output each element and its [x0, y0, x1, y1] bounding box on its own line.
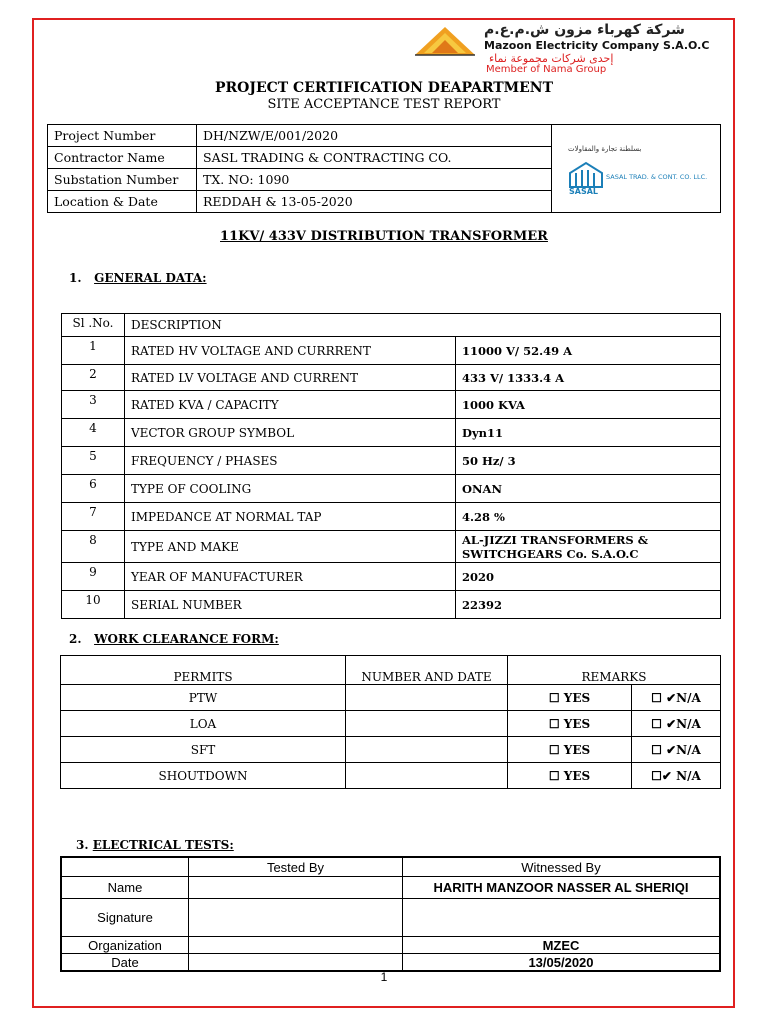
row-number: 4 [62, 419, 125, 447]
info-value: TX. NO: 1090 [197, 169, 552, 191]
witnessed-by-value[interactable]: MZEC [403, 937, 721, 954]
section3-title: ELECTRICAL TESTS: [92, 838, 234, 852]
info-label: Contractor Name [48, 147, 197, 169]
report-title: SITE ACCEPTANCE TEST REPORT [267, 97, 501, 112]
mazoon-logo [414, 22, 720, 76]
sl-no-header: Sl .No. [62, 314, 125, 337]
row-number: 5 [62, 447, 125, 475]
department-title: PROJECT CERTIFICATION DEAPARTMENT [214, 80, 554, 96]
table-row [62, 531, 721, 563]
row-description: RATED KVA / CAPACITY [125, 391, 456, 419]
row-value: Dyn11 [456, 419, 721, 447]
info-label: Substation Number [48, 169, 197, 191]
logo-member-text: Member of Nama Group [486, 64, 607, 75]
row-number: 2 [62, 365, 125, 391]
row-description: TYPE OF COOLING [125, 475, 456, 503]
number-date-header: NUMBER AND DATE [346, 656, 508, 685]
table-row [61, 685, 721, 711]
info-row [48, 125, 721, 147]
row-description: TYPE AND MAKE [125, 531, 456, 563]
row-value: 433 V/ 1333.4 A [456, 365, 721, 391]
row-description: VECTOR GROUP SYMBOL [125, 419, 456, 447]
table-header-row [61, 857, 720, 877]
sasal-word: SASAL [569, 186, 599, 196]
permit-name: SFT [61, 737, 346, 763]
empty-header-cell [61, 857, 189, 877]
row-number: 10 [62, 591, 125, 619]
row-value: 22392 [456, 591, 721, 619]
table-row [61, 737, 721, 763]
table-row [62, 591, 721, 619]
project-info-table [47, 124, 721, 213]
na-checkbox[interactable]: ☐ ✔N/A [632, 737, 721, 763]
permit-number-date[interactable] [346, 685, 508, 711]
na-checkbox[interactable]: ☐✔ N/A [632, 763, 721, 789]
table-row [62, 503, 721, 531]
tested-by-value[interactable] [189, 877, 403, 899]
sasal-building-icon [568, 159, 604, 189]
tested-by-value[interactable] [189, 899, 403, 937]
row-description: RATED HV VOLTAGE AND CURRRENT [125, 337, 456, 365]
section3-heading [76, 838, 234, 852]
description-header: DESCRIPTION [125, 314, 721, 337]
table-row [62, 447, 721, 475]
page-number: 1 [380, 970, 388, 984]
field-label: Organization [61, 937, 189, 954]
info-label: Location & Date [48, 191, 197, 213]
row-value: 11000 V/ 52.49 A [456, 337, 721, 365]
section2-heading [69, 632, 279, 646]
logo-english-name: Mazoon Electricity Company S.A.O.C [484, 39, 710, 52]
tested-by-value[interactable] [189, 937, 403, 954]
field-label: Signature [61, 899, 189, 937]
info-value: DH/NZW/E/001/2020 [197, 125, 552, 147]
row-value: 50 Hz/ 3 [456, 447, 721, 475]
sasal-caption: SASAL TRAD. & CONT. CO. LLC. [606, 172, 708, 181]
sasal-logo [566, 139, 706, 199]
na-checkbox[interactable]: ☐ ✔N/A [632, 685, 721, 711]
electrical-tests-table [60, 856, 721, 972]
info-value: REDDAH & 13-05-2020 [197, 191, 552, 213]
table-header-row [62, 314, 721, 337]
permit-number-date[interactable] [346, 711, 508, 737]
permit-number-date[interactable] [346, 737, 508, 763]
row-number: 1 [62, 337, 125, 365]
field-label: Date [61, 954, 189, 972]
table-row [61, 763, 721, 789]
row-description: YEAR OF MANUFACTURER [125, 563, 456, 591]
sasal-arabic-text: بسلطنة تجارة والمقاولات [568, 144, 642, 153]
table-row [61, 877, 720, 899]
row-value: 1000 KVA [456, 391, 721, 419]
witnessed-by-value[interactable]: 13/05/2020 [403, 954, 721, 972]
info-value: SASL TRADING & CONTRACTING CO. [197, 147, 552, 169]
field-label: Name [61, 877, 189, 899]
table-header-row [61, 656, 721, 685]
witnessed-by-header: Witnessed By [403, 857, 721, 877]
row-number: 8 [62, 531, 125, 563]
row-number: 3 [62, 391, 125, 419]
section2-number: 2. [69, 632, 82, 646]
row-number: 6 [62, 475, 125, 503]
general-data-table [61, 313, 721, 619]
table-row [61, 711, 721, 737]
yes-checkbox[interactable]: ☐ YES [508, 737, 632, 763]
permit-name: SHOUTDOWN [61, 763, 346, 789]
table-row [61, 954, 720, 972]
row-number: 9 [62, 563, 125, 591]
row-description: RATED LV VOLTAGE AND CURRENT [125, 365, 456, 391]
work-clearance-table [60, 655, 721, 789]
row-value: AL-JIZZI TRANSFORMERS & SWITCHGEARS Co. S.A.O.C [456, 531, 721, 563]
na-checkbox[interactable]: ☐ ✔N/A [632, 711, 721, 737]
permit-number-date[interactable] [346, 763, 508, 789]
yes-checkbox[interactable]: ☐ YES [508, 685, 632, 711]
contractor-logo-cell [552, 125, 721, 213]
table-row [62, 391, 721, 419]
row-number: 7 [62, 503, 125, 531]
row-value: 4.28 % [456, 503, 721, 531]
section2-title: WORK CLEARANCE FORM: [94, 632, 279, 646]
permits-header: PERMITS [61, 656, 346, 685]
logo-arabic-member: إحدى شركات مجموعة نماء [489, 52, 614, 65]
table-row [62, 563, 721, 591]
row-value: 2020 [456, 563, 721, 591]
section1-title: GENERAL DATA: [94, 271, 207, 285]
witnessed-by-value[interactable]: HARITH MANZOOR NASSER AL SHERIQI [403, 877, 721, 899]
table-row [62, 365, 721, 391]
table-row [62, 475, 721, 503]
table-row [62, 419, 721, 447]
yes-checkbox[interactable]: ☐ YES [508, 711, 632, 737]
row-description: IMPEDANCE AT NORMAL TAP [125, 503, 456, 531]
table-row [62, 337, 721, 365]
yes-checkbox[interactable]: ☐ YES [508, 763, 632, 789]
mazoon-triangle-icon [414, 26, 476, 56]
remarks-header: REMARKS [508, 656, 721, 685]
tested-by-header: Tested By [189, 857, 403, 877]
main-title: 11KV/ 433V DISTRIBUTION TRANSFORMER [220, 229, 548, 244]
row-description: FREQUENCY / PHASES [125, 447, 456, 475]
section1-heading [69, 271, 207, 285]
section1-number: 1. [69, 271, 82, 285]
tested-by-value[interactable] [189, 954, 403, 972]
permit-name: PTW [61, 685, 346, 711]
info-label: Project Number [48, 125, 197, 147]
permit-name: LOA [61, 711, 346, 737]
table-row [61, 937, 720, 954]
section3-number: 3. [76, 838, 89, 852]
witnessed-by-value[interactable] [403, 899, 721, 937]
row-value: ONAN [456, 475, 721, 503]
table-row [61, 899, 720, 937]
logo-arabic-name: شركة كهرباء مزون ش.م.ع.م [484, 22, 685, 38]
row-description: SERIAL NUMBER [125, 591, 456, 619]
